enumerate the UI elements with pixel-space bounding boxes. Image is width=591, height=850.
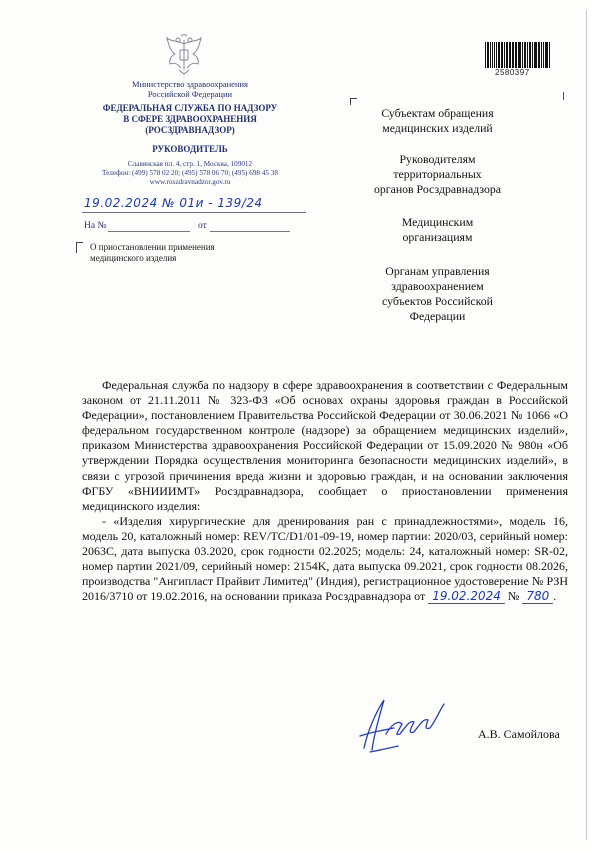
registration-number-prefix: №: [162, 196, 176, 210]
recipient-line: Руководителям: [399, 152, 476, 166]
signer-name: А.В. Самойлова: [478, 727, 560, 741]
barcode-bar: [499, 42, 500, 68]
reference-date-blank: [210, 231, 290, 232]
barcode-bar: [549, 42, 550, 68]
scan-mark: [563, 92, 564, 100]
barcode-bar: [485, 42, 486, 68]
registration-date: 19.02.2024: [84, 196, 158, 210]
barcode-bar: [545, 42, 546, 68]
barcode: [485, 42, 551, 68]
order-number: 780: [522, 589, 553, 604]
barcode-bar: [538, 42, 539, 68]
barcode-bar: [547, 42, 548, 68]
barcode-bar: [530, 42, 531, 68]
barcode-number: 2580397: [495, 68, 530, 77]
coat-of-arms-emblem: [161, 34, 207, 76]
ministry-line: Министерство здравоохранения: [132, 79, 248, 89]
order-number-prefix: №: [507, 589, 520, 604]
registration-underline: [82, 212, 306, 213]
sentence-end: .: [553, 589, 557, 604]
recipient-block: [345, 215, 530, 245]
address: Славянская пл. 4, стр. 1, Москва, 109012: [127, 160, 253, 168]
recipients-bracket: [350, 98, 357, 105]
position-title: РУКОВОДИТЕЛЬ: [152, 144, 228, 154]
recipient-line: Субъектам обращения: [381, 106, 494, 120]
phone: Телефон: (499) 578 02 20; (495) 578 06 70; (495) 698 45 38: [102, 169, 278, 177]
order-date: 19.02.2024: [428, 589, 505, 604]
handwritten-signature: [350, 690, 450, 760]
agency-line: (РОСЗДРАВНАДЗОР): [145, 125, 235, 135]
device-description: [82, 514, 568, 605]
subject-text: О приостановлении применения: [90, 242, 215, 252]
contact-block: [60, 160, 320, 187]
barcode-bar: [513, 42, 514, 68]
barcode-bar: [534, 42, 535, 68]
barcode-bar: [541, 42, 542, 68]
barcode-bar: [488, 42, 489, 68]
barcode-bar: [510, 42, 511, 68]
subject-text: медицинского изделия: [90, 253, 177, 263]
agency-name: [60, 103, 320, 136]
website: www.roszdravnadzor.gov.ru: [149, 178, 231, 186]
recipient-line: медицинских изделий: [382, 121, 493, 135]
agency-line: В СФЕРЕ ЗДРАВООХРАНЕНИЯ: [123, 114, 257, 124]
recipient-line: организациям: [402, 230, 473, 244]
ministry-line: Российской Федерации: [147, 89, 233, 99]
ministry-name: [60, 79, 320, 99]
agency-line: ФЕДЕРАЛЬНАЯ СЛУЖБА ПО НАДЗОРУ: [102, 103, 278, 113]
barcode-bar: [496, 42, 497, 68]
barcode-bar: [492, 42, 493, 68]
subject-bracket: [76, 242, 83, 253]
barcode-bar: [502, 42, 503, 68]
subject-line: [90, 242, 270, 264]
recipient-line: здравоохранением: [391, 279, 484, 293]
recipient-line: Медицинским: [401, 215, 474, 229]
recipient-block: [345, 264, 530, 324]
recipient-line: территориальных: [393, 167, 482, 181]
registration-line: [84, 196, 263, 210]
barcode-bar: [527, 42, 528, 68]
recipient-line: Органам управления: [385, 264, 490, 278]
registration-number: 01и - 139/24: [179, 196, 263, 210]
barcode-bar: [520, 42, 521, 68]
reference-date-label: от: [198, 221, 207, 231]
barcode-bar: [524, 42, 525, 68]
recipient-block: [345, 152, 530, 197]
recipient-line: субъектов Российской: [382, 294, 493, 308]
scan-edge: [586, 10, 587, 840]
recipient-line: органов Росздравнадзора: [373, 182, 502, 196]
recipient-line: Федерации: [409, 309, 466, 323]
letter-body: [82, 378, 568, 604]
reference-label: На №: [84, 221, 107, 231]
body-paragraph: - «Изделия хирургические для дренирования ран с принадлежностями», модель 16, модель 20, каталожный номер: REV/TC/D1/01-09-19, номер партии: 2020/03, серийный номер: 2063C, дата выпуска 03.2020, срок годности 02.2025; модель: 24, каталожный номер: SR-02, номер партии 2021/09, серийный номер: 2154K, дата выпуска 09.2021, срок годности 08.2026, производства "Ангипласт Прайвит Лимитед" (Индия), регистрационное удостоверение № РЗН 2016/3710 от 19.02.2016, на основании приказа Росздравнадзора от: [82, 513, 568, 604]
reference-blank: [108, 231, 190, 232]
barcode-bar: [516, 42, 517, 68]
body-paragraph: Федеральная служба по надзору в сфере здравоохранения в соответствии с Федеральным законом от 21.11.2011 № 323-ФЗ «Об основах охраны здоровья граждан в Российской Федерации», постановлением Правительства Российской Федерации от 30.06.2021 № 1066 «О федеральном государственном контроле (надзоре) за обращением медицинских изделий», приказом Министерства здравоохранения Российской Федерации от 15.09.2020 № 980н «Об утверждении Порядка осуществления мониторинга безопасности медицинских изделий», в связи с угрозой причинения вреда жизни и здоровью граждан, и на основании заключения ФГБУ «ВНИИИМТ» Росздравнадзора, сообщает о приостановлении применения медицинского изделия:: [82, 378, 568, 513]
barcode-bar: [506, 42, 508, 68]
recipient-block: [345, 106, 530, 136]
